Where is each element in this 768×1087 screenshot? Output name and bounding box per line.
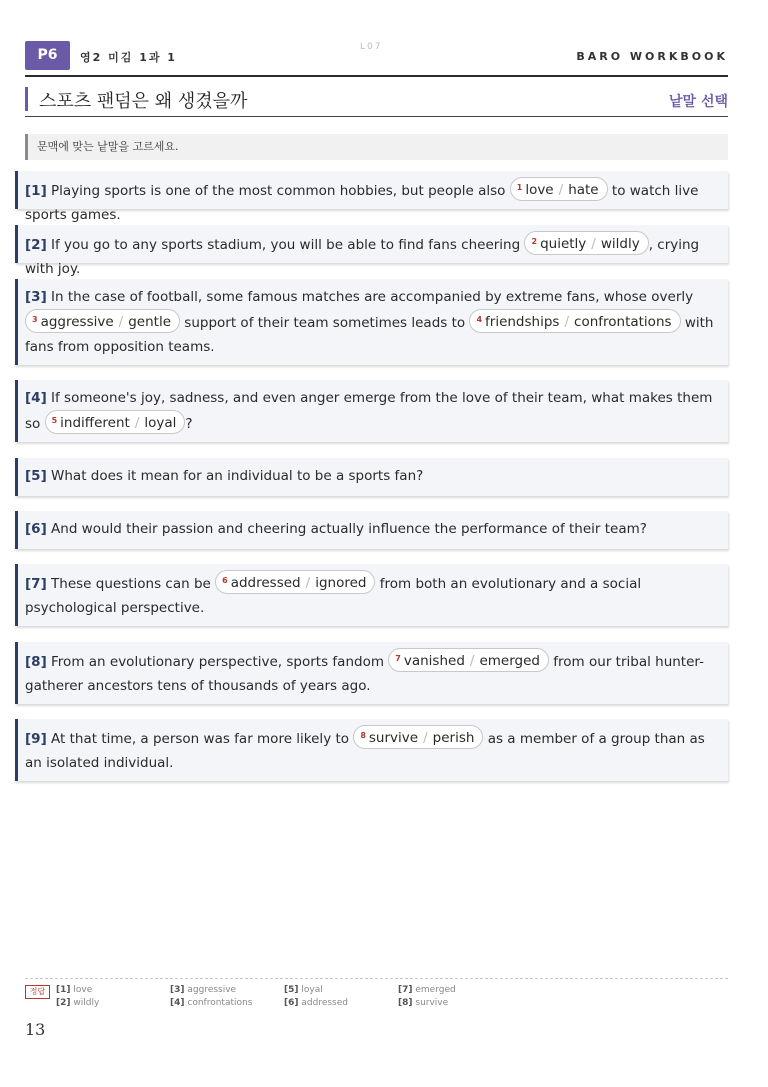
choice-index: 2: [531, 237, 538, 246]
choice-option-a[interactable]: love: [525, 182, 554, 198]
question-text: with fans from opposition teams.: [25, 315, 714, 355]
question-number: [4]: [25, 390, 47, 406]
answer-item: [2] wildly: [56, 998, 100, 1008]
choice-option-b[interactable]: confrontations: [574, 314, 672, 330]
answer-item: [8] survive: [398, 998, 449, 1008]
question-number: [6]: [25, 521, 47, 537]
choice-pill-5: $^5$ indifferent / loyal: [45, 410, 186, 434]
choice-option-a[interactable]: indifferent: [60, 415, 130, 431]
section-label: 낱말 선택: [669, 94, 728, 110]
question-text: From an evolutionary perspective, sports fandom: [46, 654, 389, 670]
answer-item: [6] addressed: [284, 998, 348, 1008]
question-text: These questions can be: [46, 576, 216, 592]
page-title: 스포츠 팬덤은 왜 생겼을까: [39, 91, 248, 112]
question-text: support of their team sometimes leads to: [180, 315, 470, 331]
title-accent-bar: [25, 87, 28, 111]
question-text: as a member of a group than as an isolated individual.: [25, 731, 705, 771]
question-number: [2]: [25, 237, 47, 253]
choice-pill-7: $^7$ vanished / emerged: [388, 648, 549, 672]
choice-pill-3: $^3$ aggressive / gentle: [25, 309, 180, 333]
question-text: In the case of football, some famous matches are accompanied by extreme fans, whose overly: [46, 289, 694, 305]
question-number: [9]: [25, 731, 47, 747]
question-text: from our tribal hunter-gatherer ancestors tens of thousands of years ago.: [25, 654, 704, 694]
question-text: If you go to any sports stadium, you will be able to find fans cheering: [46, 237, 525, 253]
answer-key: [25, 978, 728, 1008]
answer-item: [7] emerged: [398, 985, 456, 995]
choice-option-b[interactable]: ignored: [315, 575, 367, 591]
question-text: At that time, a person was far more likely to: [46, 731, 354, 747]
choice-option-a[interactable]: aggressive: [40, 314, 114, 330]
choice-option-b[interactable]: wildly: [600, 236, 640, 252]
choice-index: 5: [51, 416, 58, 425]
page-mark: L07: [360, 42, 383, 52]
brand-label: BARO WORKBOOK: [576, 50, 728, 63]
question-text: If someone's joy, sadness, and even anger emerge from the love of their team, what makes them so: [25, 390, 713, 432]
question-text: And would their passion and cheering actually influence the performance of their team?: [46, 521, 647, 537]
answer-item: [5] loyal: [284, 985, 323, 995]
question-card-8: [15, 642, 728, 704]
choice-index: 1: [516, 183, 523, 192]
question-text: Playing sports is one of the most common hobbies, but people also: [46, 183, 510, 199]
choice-index: 4: [476, 315, 483, 324]
choice-option-a[interactable]: vanished: [403, 653, 465, 669]
choice-pill-1: $^1$ love / hate: [510, 177, 608, 201]
title-row: [25, 85, 728, 117]
choice-option-b[interactable]: gentle: [128, 314, 172, 330]
choice-pill-2: $^2$ quietly / wildly: [524, 231, 648, 255]
question-text: , crying with joy.: [25, 237, 700, 277]
question-text: to watch live sports games.: [25, 183, 699, 223]
question-text: What does it mean for an individual to be a sports fan?: [46, 468, 424, 484]
question-card-7: [15, 564, 728, 626]
question-card-5: [15, 458, 728, 496]
choice-pill-4: $^4$ friendships / confrontations: [469, 309, 680, 333]
question-card-2: [15, 225, 728, 277]
choice-option-a[interactable]: quietly: [540, 236, 587, 252]
choice-option-b[interactable]: loyal: [144, 415, 177, 431]
answer-label: 정답: [25, 985, 50, 999]
question-card-9: [15, 719, 728, 781]
question-text: ?: [185, 416, 193, 432]
choice-option-a[interactable]: addressed: [230, 575, 301, 591]
page-badge: P6: [25, 41, 70, 70]
question-card-4: [15, 380, 728, 442]
question-number: [7]: [25, 576, 47, 592]
choice-index: 3: [32, 315, 38, 324]
choice-pill-8: $^8$ survive / perish: [353, 725, 483, 749]
question-card-6: [15, 511, 728, 549]
question-number: [3]: [25, 289, 47, 305]
question-number: [8]: [25, 654, 47, 670]
choice-option-a[interactable]: survive: [368, 730, 419, 746]
page-number: 13: [25, 1020, 46, 1039]
instruction-box: 문맥에 맞는 낱말을 고르세요.: [25, 134, 728, 160]
question-number: [5]: [25, 468, 47, 484]
question-card-3: [15, 279, 728, 365]
choice-index: 7: [395, 654, 401, 663]
answer-item: [4] confrontations: [170, 998, 253, 1008]
choice-option-a[interactable]: friendships: [485, 314, 560, 330]
answer-item: [1] love: [56, 985, 93, 995]
answer-item: [3] aggressive: [170, 985, 237, 995]
question-card-1: [15, 171, 728, 223]
choice-pill-6: $^6$ addressed / ignored: [215, 570, 375, 594]
lesson-label: 영2 미김 1과 1: [80, 51, 177, 64]
choice-index: 8: [360, 731, 366, 740]
choice-option-b[interactable]: hate: [568, 182, 599, 198]
choice-index: 6: [222, 576, 228, 585]
choice-option-b[interactable]: perish: [432, 730, 475, 746]
question-text: from both an evolutionary and a social psychological perspective.: [25, 576, 642, 616]
choice-option-b[interactable]: emerged: [479, 653, 540, 669]
question-number: [1]: [25, 183, 47, 199]
